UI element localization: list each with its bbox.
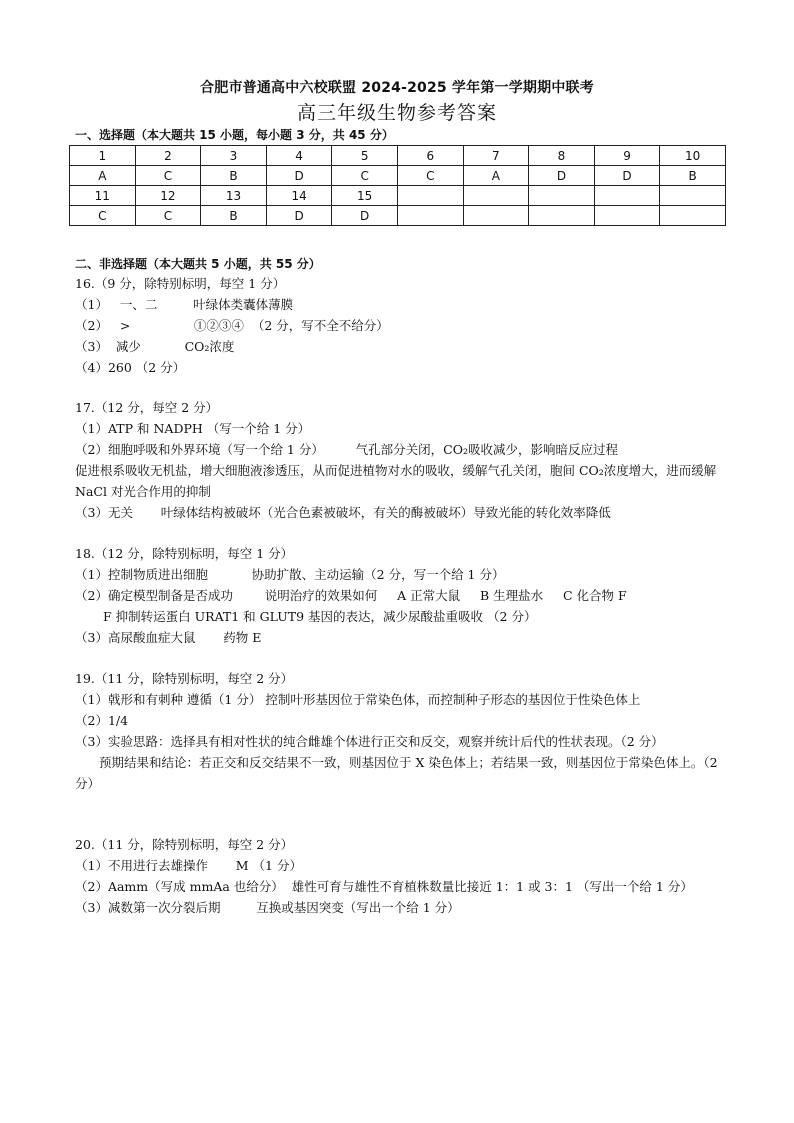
answer-cell: D [266,166,332,186]
question-number-cell [397,186,463,206]
q19-line-1: （1）戟形和有刺种 遵循（1 分） 控制叶形基因位于常染色体，而控制种子形态的基因位于性染色体上 [75,692,641,707]
question-number-row [70,186,726,206]
q17-line-1: （1）ATP 和 NADPH （写一个给 1 分） [75,421,311,436]
section1-heading: 一、选择题（本大题共 15 小题，每小题 3 分，共 45 分） [75,128,394,142]
question-number-cell: 11 [70,186,136,206]
question-number-cell: 15 [332,186,398,206]
question-number-row [70,146,726,166]
question-number-cell: 14 [266,186,332,206]
answer-cell: A [70,166,136,186]
q18-line-2: （2）确定模型制备是否成功 说明治疗的效果如何 A 正常大鼠 B 生理盐水 C 化合物 F [75,588,627,603]
question-number-cell: 5 [332,146,398,166]
question-number-cell: 6 [397,146,463,166]
question-19 [75,668,735,794]
q16-line-4: （4）260 （2 分） [75,360,186,375]
answer-key-title: 高三年级生物参考答案 [296,102,497,124]
question-number-cell: 7 [463,146,529,166]
answer-cell [660,206,726,226]
question-18 [75,543,735,648]
question-number-cell [594,186,660,206]
question-20 [75,834,735,918]
q16-line-1: （1） 一、二 叶绿体类囊体薄膜 [75,297,294,312]
question-number-cell: 3 [201,146,267,166]
q20-line-1: （1）不用进行去雄操作 M （1 分） [75,858,302,873]
question-number-cell [529,186,595,206]
question-17 [75,397,735,523]
q17-line-2: （2）细胞呼吸和外界环境（写一个给 1 分） 气孔部分关闭，CO₂吸收减少，影响暗反应过程 [75,442,618,457]
answer-cell [397,206,463,226]
question-number-cell: 13 [201,186,267,206]
answer-cell: C [397,166,463,186]
answer-table [69,145,726,226]
q16-line-3: （3） 减少 CO₂浓度 [75,339,235,354]
answer-row [70,206,726,226]
answer-cell: C [332,166,398,186]
q19-line-4: 预期结果和结论：若正交和反交结果不一致，则基因位于 X 染色体上；若结果一致，则基因位于常染色体上。（2 分） [75,755,718,791]
answer-cell: B [201,206,267,226]
question-number-cell: 12 [135,186,201,206]
answer-cell: D [266,206,332,226]
question-20-title: 20.（11 分，除特别标明，每空 2 分） [75,837,294,852]
answer-cell: B [201,166,267,186]
question-number-cell [463,186,529,206]
question-number-cell: 8 [529,146,595,166]
q18-line-4: （3）高尿酸血症大鼠 药物 E [75,630,262,645]
question-number-cell: 1 [70,146,136,166]
answer-cell: A [463,166,529,186]
question-16 [75,273,735,378]
answer-cell: D [529,166,595,186]
question-17-title: 17.（12 分，每空 2 分） [75,400,219,415]
question-number-cell [660,186,726,206]
answer-cell [529,206,595,226]
answer-cell: C [70,206,136,226]
section2-heading: 二、非选择题（本大题共 5 小题，共 55 分） [75,257,321,271]
answer-cell [594,206,660,226]
answer-cell: D [594,166,660,186]
question-16-title: 16.（9 分，除特别标明，每空 1 分） [75,276,286,291]
question-number-cell: 2 [135,146,201,166]
exam-title: 合肥市普通高中六校联盟 2024-2025 学年第一学期期中联考 [200,80,594,96]
q20-line-2: （2）Aamm（写成 mmAa 也给分） 雄性可育与雄性不育植株数量比接近 1：1 或 3：1 （写出一个给 1 分） [75,879,693,894]
q18-line-3: F 抑制转运蛋白 URAT1 和 GLUT9 基因的表达，减少尿酸盐重吸收 （2 分） [103,609,537,624]
q19-line-2: （2）1/4 [75,713,129,728]
question-number-cell: 4 [266,146,332,166]
q17-line-4: （3）无关 叶绿体结构被破坏（光合色素被破坏，有关的酶被破坏）导致光能的转化效率降低 [75,505,611,520]
answer-row [70,166,726,186]
question-number-cell: 10 [660,146,726,166]
q17-line-3: 促进根系吸收无机盐，增大细胞液渗透压，从而促进植物对水的吸收，缓解气孔关闭，胞间 CO₂浓度增大，进而缓解 NaCl 对光合作用的抑制 [75,463,717,499]
q18-line-1: （1）控制物质进出细胞 协助扩散、主动运输（2 分，写一个给 1 分） [75,567,505,582]
q16-line-2: （2） > ①②③④ （2 分，写不全不给分） [75,318,389,333]
q19-line-3: （3）实验思路：选择具有相对性状的纯合雌雄个体进行正交和反交，观察并统计后代的性状表现。（2 分） [75,734,664,749]
answer-cell: C [135,206,201,226]
answer-cell: B [660,166,726,186]
q20-line-3: （3）减数第一次分裂后期 互换或基因突变（写出一个给 1 分） [75,900,460,915]
question-number-cell: 9 [594,146,660,166]
question-19-title: 19.（11 分，除特别标明，每空 2 分） [75,671,294,686]
answer-cell: C [135,166,201,186]
question-18-title: 18.（12 分，除特别标明，每空 1 分） [75,546,294,561]
answer-cell [463,206,529,226]
answer-cell: D [332,206,398,226]
